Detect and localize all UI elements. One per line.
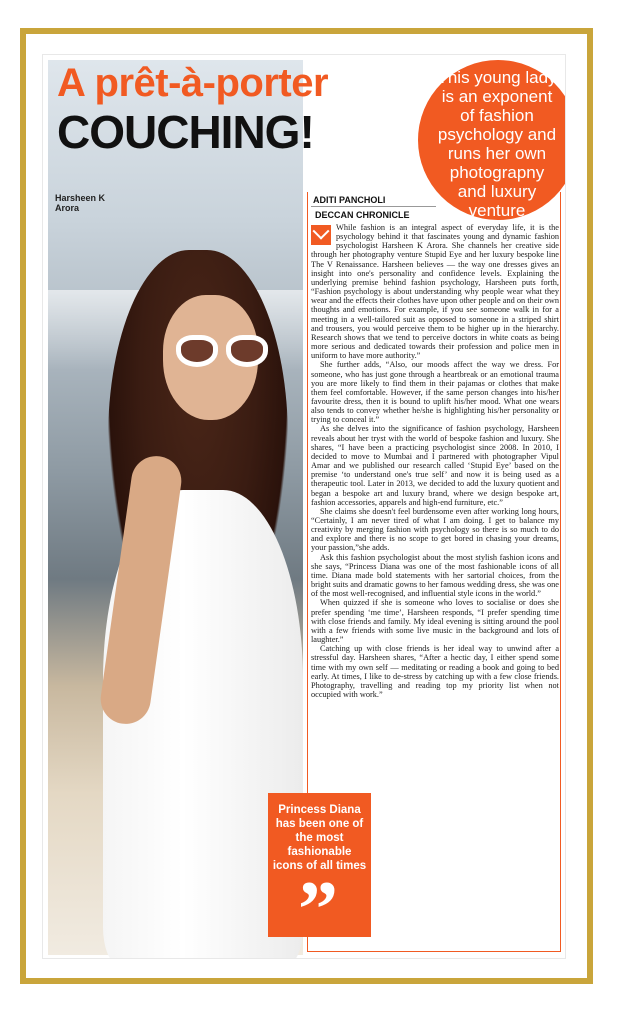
article-paragraph bbox=[311, 223, 559, 360]
headline-line-1: A prêt-à-porter bbox=[57, 61, 329, 105]
article-paragraph-3: As she delves into the significance of fashion psychology, Harsheen reveals about her tryst with the world of bespoke fashion and luxury. She shares, “I have been a practicing psychologist since 2008. In 2010, I decided to move to Mumbai and I partnered with photographer Vipul Amar and we published our research called ‘Stupid Eye’ based on the premise ‘to understand one's true self’ and now it is being used as a therapeutic tool. Later in 2013, we decided to add the luxury quotient and began a bespoke art and luxury brand, where we design bespoke art, fashion accessories, apparels and high-end furniture, etc.” bbox=[311, 424, 559, 507]
checkmark-icon bbox=[311, 225, 331, 245]
article-paragraph-1: While fashion is an integral aspect of everyday life, it is the psychology behind it that fascinates young and dynamic fashion psychologist Harsheen K Arora. She channels her creative side through her photography venture Stupid Eye and her luxury bespoke line The V Renaissance. Harsheen believes — the way one dresses gives an insight into one's personality and confidence levels. Explaining the underlying premise behind fashion psychology, Harsheen puts forth, “Fashion psychology is about understanding why people wear what they wear and the effects their clothes have upon other people and on their own thoughts and emotions. For example, if you see someone walk in for a meeting in a well-tailored suit as opposed to someone in a striped shirt and trousers, you would perceive them to be higher up in the hierarchy. Research shows that we tend to perceive doctors in white coats as being more serious and dedicated towards their profession and police men in uniform to have more authority.” bbox=[311, 223, 559, 361]
article-paragraph-7: Catching up with close friends is her ideal way to unwind after a stressful day. Harsheen shares, “After a hectic day, I either spend some time with my own self — meditating or reading a book and going to bed early. At times, I like to de-stress by catching up with a few close friends. Photography, travelling and reading top my priority list when not occupied with work.” bbox=[311, 644, 559, 699]
byline-publication: DECCAN CHRONICLE bbox=[315, 210, 410, 220]
intro-circle-text: This young lady is an exponent of fashion psychology and runs her own photograpny and luxury venture bbox=[437, 68, 557, 220]
headline-line-2: COUCHING! bbox=[57, 106, 314, 158]
sunglasses-right-lens bbox=[226, 335, 268, 367]
newspaper-clipping bbox=[43, 55, 565, 958]
sunglasses-left-lens bbox=[176, 335, 218, 367]
quote-mark-icon: ” bbox=[298, 866, 330, 954]
article-paragraph-5: Ask this fashion psychologist about the most stylish fashion icons and she says, “Princess Diana was one of the most fashionable icons of all time. Diana made bold statements with her sartorial choices, from the bright suits and dramatic gowns to her famous wedding dress, she was one of the most well-recognised, and influential style icons in the world.” bbox=[311, 552, 559, 599]
byline-author: ADITI PANCHOLI bbox=[313, 195, 386, 205]
article-paragraph-4: She claims she doesn't feel burdensome even after working long hours, “Certainly, I am never tired of what I am doing. I get to balance my creativity by merging fashion with psychology so there is so much to do and explore and there is no scope to get bored in chasing your dreams, your passion,”she adds. bbox=[311, 506, 559, 553]
photo-credit: Harsheen K Arora bbox=[55, 193, 106, 213]
byline-rule bbox=[311, 206, 436, 207]
pull-quote-text: Princess Diana has been one of the most fashionable icons of all times bbox=[272, 804, 367, 872]
article-paragraph-6: When quizzed if she is someone who loves to socialise or does she prefer spending ‘me time’, Harsheen responds, “I prefer spending time with close friends and family. My ideal evening is sitting around the pool with a few friends with some live music in the background and lots of laughter.” bbox=[311, 598, 559, 645]
article-paragraph-2: She further adds, “Also, our moods affect the way we dress. For someone, who has just gone through a heartbreak or an emotional trauma you are more likely to find them in their pajamas or clothes that make them feel comfortable. However, if the same person changes into his/her favourite dress, then it is bound to uplift his/her mood. What one wears also tends to convey whether he/she is highlighting his/her personality or trying to conceal it.” bbox=[311, 360, 559, 425]
